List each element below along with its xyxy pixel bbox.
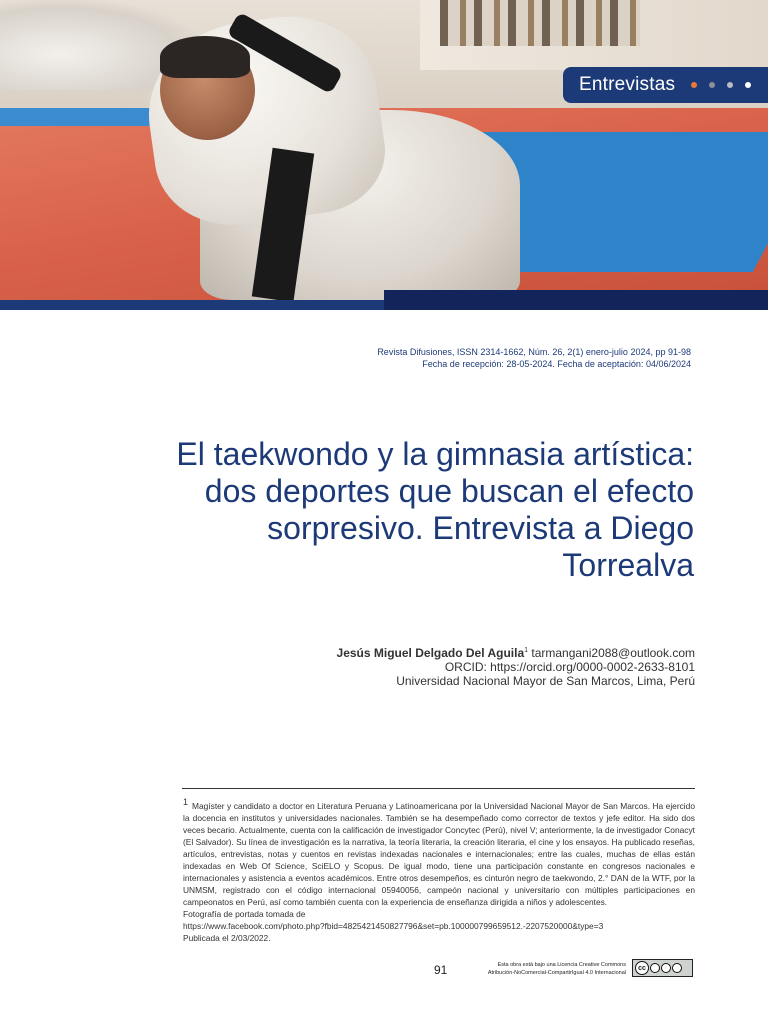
author-block xyxy=(337,644,695,688)
license-line: Esta obra está bajo una Licencia Creative Commons xyxy=(497,962,626,968)
header-band-accent xyxy=(384,290,768,310)
photo-fighter-hair xyxy=(160,36,250,78)
dot-icon xyxy=(727,82,733,88)
journal-dates: Fecha de recepción: 28-05-2024. Fecha de aceptación: 04/06/2024 xyxy=(422,359,691,369)
footnote-text: Magíster y candidato a doctor en Literatura Peruana y Latinoamericana por la Universidad Nacional Mayor de San Marcos. Ha ejercido la docencia en institutos y universidades nacionales. También se ha desempeñado como corrector de textos y jefe editor. Ha sido dos veces becario. Actualmente, cuenta con la calificación de investigador Concytec (Perú), nivel V; anteriormente, la de investigador Conacyt (El Salvador). Su línea de investigación es la narrativa, la teoría literaria, la creación literaria, el cine y los ensayos. Ha publicado reseñas, artículos, entrevistas, notas y cuentos en revistas indexadas nacionales e internacionales; entre las cuales, muchas de ellas están indexadas en Web Of Science, SciELO y Scopus. De igual modo, tiene una participación constante en congresos nacionales e internacionales y asistencia a eventos académicos. Entre otros desempeños, es cinturón negro de taekwondo, 2.° DAN de la WTF, por la UNMSM, registrado con el código internacional 05940056, campeón nacional y universitario con múltiples participaciones en campeonatos en Perú, así como también cuenta con la experiencia de enseñanza dirigida a niños y adolescentes. xyxy=(183,800,695,907)
license-line: Atribución-NoComercial-CompartirIgual 4.0 Internacional xyxy=(487,970,626,976)
section-tag-label: Entrevistas xyxy=(579,74,676,95)
article-title xyxy=(134,436,694,584)
cc-noncommercial-icon xyxy=(661,963,671,973)
footnote-mark: 1 xyxy=(183,797,189,807)
dot-icon xyxy=(709,82,715,88)
cc-sharealike-icon xyxy=(672,963,682,973)
creative-commons-badge[interactable] xyxy=(632,959,693,977)
dot-icon xyxy=(745,82,751,88)
photo-published-date: Publicada el 2/03/2022. xyxy=(183,932,271,943)
author-affiliation: Universidad Nacional Mayor de San Marcos, Lima, Perú xyxy=(396,674,695,688)
article-title-line: sorpresivo. Entrevista a Diego Torrealva xyxy=(267,510,694,583)
article-title-line: dos deportes que buscan el efecto xyxy=(204,473,694,509)
author-name: Jesús Miguel Delgado Del Aguila xyxy=(336,646,525,660)
photo-credit-label: Fotografía de portada tomada de xyxy=(183,908,306,919)
photo-blue-mat-left xyxy=(0,108,160,126)
author-email[interactable]: tarmangani2088@outlook.com xyxy=(531,646,695,660)
photo-credit-link[interactable]: https://www.facebook.com/photo.php?fbid=4825421450827796&set=pb.100000799659512.-2207520000&type=3 xyxy=(183,920,604,931)
cc-logo-icon: cc xyxy=(635,961,649,975)
footnote-divider xyxy=(182,788,695,789)
footnote xyxy=(183,796,695,944)
footnote-ref[interactable]: 1 xyxy=(524,647,529,654)
license-text xyxy=(488,961,626,977)
section-tag-dots xyxy=(691,82,751,88)
author-orcid[interactable]: ORCID: https://orcid.org/0000-0002-2633-8101 xyxy=(444,660,695,674)
section-tag xyxy=(563,67,768,103)
photo-trophy-shelf xyxy=(440,0,640,46)
page-number: 91 xyxy=(434,963,448,977)
cover-photo xyxy=(0,0,768,300)
cc-attribution-icon xyxy=(650,963,660,973)
journal-citation: Revista Difusiones, ISSN 2314-1662, Núm. 26, 2(1) enero-julio 2024, pp 91-98 xyxy=(377,347,691,357)
journal-meta xyxy=(377,346,691,370)
article-title-line: El taekwondo y la gimnasia artística: xyxy=(176,436,694,472)
dot-icon xyxy=(691,82,697,88)
